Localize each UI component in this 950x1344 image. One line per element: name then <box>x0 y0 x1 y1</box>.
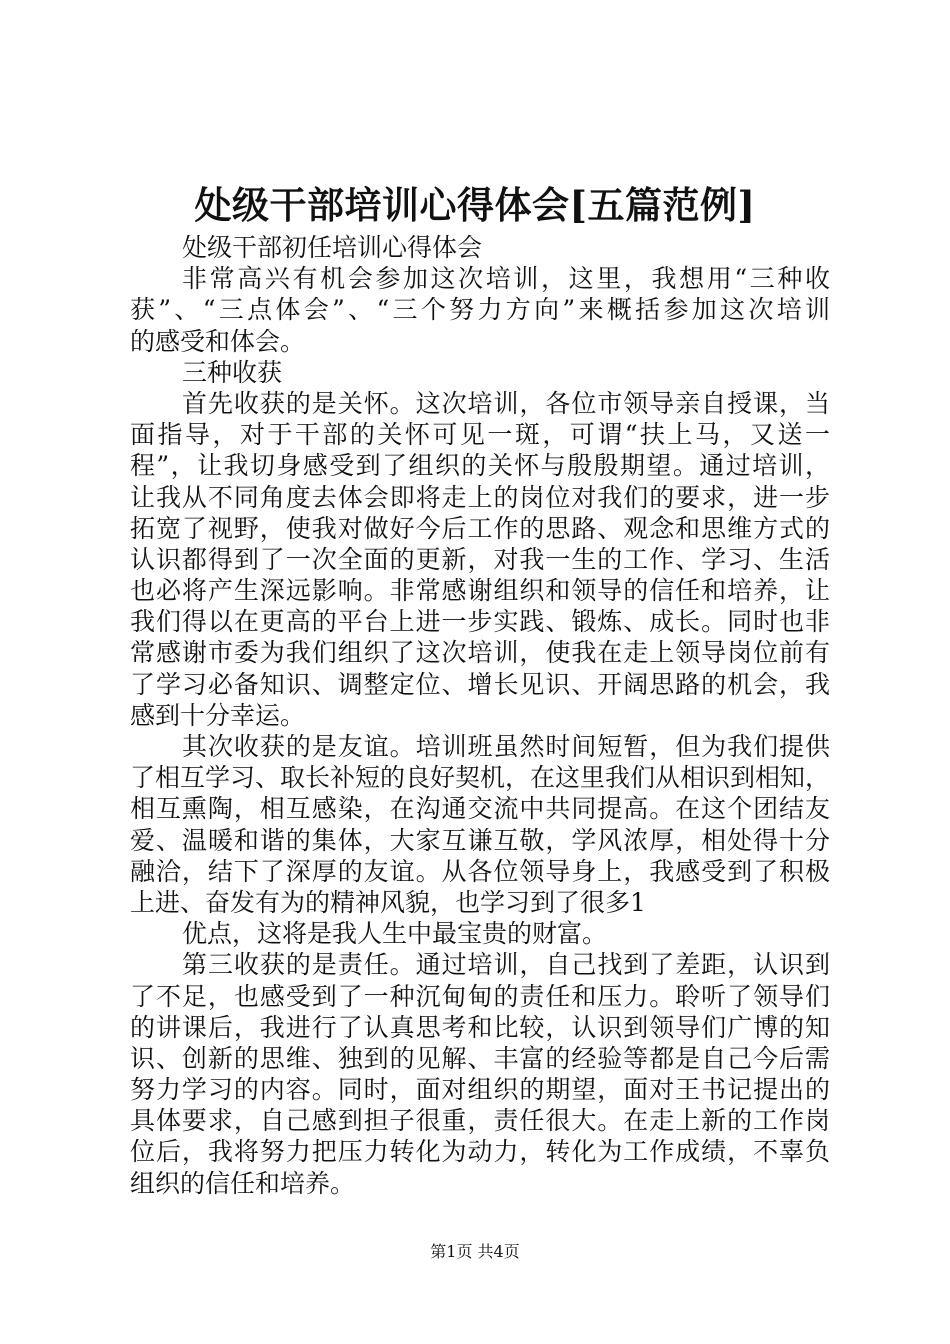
paragraph-line: 识、创新的思维、独到的见解、丰富的经验等都是自己今后需 <box>130 1043 830 1073</box>
paragraph-line: 感到十分幸运。 <box>130 700 306 730</box>
paragraph-line: 爱、温暖和谐的集体，大家互谦互敬，学风浓厚，相处得十分 <box>130 825 830 855</box>
paragraph-line: 位后，我将努力把压力转化为动力，转化为工作成绩，不辜负 <box>130 1137 830 1167</box>
paragraph-line: 优点，这将是我人生中最宝贵的财富。 <box>182 919 608 949</box>
paragraph-line: 的感受和体会。 <box>130 326 306 356</box>
paragraph-line: 常感谢市委为我们组织了这次培训，使我在走上领导岗位前有 <box>130 638 830 668</box>
paragraph-line: 认识都得到了一次全面的更新，对我一生的工作、学习、生活 <box>130 544 830 574</box>
paragraph-line: 相互熏陶，相互感染，在沟通交流中共同提高。在这个团结友 <box>130 794 830 824</box>
paragraph-line: 获”、“三点体会”、“三个努力方向”来概括参加这次培训 <box>130 295 830 325</box>
paragraph-line: 融洽，结下了深厚的友谊。从各位领导身上，我感受到了积极 <box>130 856 830 886</box>
section-heading: 三种收获 <box>182 357 283 387</box>
paragraph-line: 拓宽了视野，使我对做好今后工作的思路、观念和思维方式的 <box>130 513 830 543</box>
paragraph-line: 我们得以在更高的平台上进一步实践、锻炼、成长。同时也非 <box>130 607 830 637</box>
paragraph-line: 程”，让我切身感受到了组织的关怀与殷殷期望。通过培训， <box>130 451 830 481</box>
paragraph-line: 让我从不同角度去体会即将走上的岗位对我们的要求，进一步 <box>130 482 830 512</box>
paragraph-line: 组织的信任和培养。 <box>130 1168 356 1198</box>
paragraph-line: 努力学习的内容。同时，面对组织的期望，面对王书记提出的 <box>130 1075 830 1105</box>
paragraph-line: 非常高兴有机会参加这次培训，这里，我想用“三种收 <box>182 264 830 294</box>
document-title: 处级干部培训心得体会[五篇范例] <box>194 183 756 227</box>
paragraph-line: 具体要求，自己感到担子很重，责任很大。在走上新的工作岗 <box>130 1106 830 1136</box>
paragraph-line: 其次收获的是友谊。培训班虽然时间短暂，但为我们提供 <box>182 732 830 761</box>
paragraph-line: 面指导，对于干部的关怀可见一斑，可谓“扶上马，又送一 <box>130 420 830 450</box>
paragraph-line: 上进、奋发有为的精神风貌，也学习到了很多1 <box>130 887 646 917</box>
paragraph-line: 也必将产生深远影响。非常感谢组织和领导的信任和培养，让 <box>130 576 830 606</box>
paragraph-line: 了不足，也感受到了一种沉甸甸的责任和压力。聆听了领导们 <box>130 981 830 1011</box>
paragraph-line: 了学习必备知识、调整定位、增长见识、开阔思路的机会，我 <box>130 669 830 699</box>
document-body <box>130 232 830 1199</box>
page-number-footer: 第1页 共4页 <box>430 1242 520 1261</box>
paragraph-line: 第三收获的是责任。通过培训，自己找到了差距，认识到 <box>182 950 830 980</box>
section-heading: 处级干部初任培训心得体会 <box>182 233 483 262</box>
paragraph-line: 首先收获的是关怀。这次培训，各位市领导亲自授课，当 <box>182 388 830 418</box>
paragraph-line: 了相互学习、取长补短的良好契机，在这里我们从相识到相知， <box>130 763 831 793</box>
paragraph-line: 的讲课后，我进行了认真思考和比较，认识到领导们广博的知 <box>130 1012 830 1042</box>
